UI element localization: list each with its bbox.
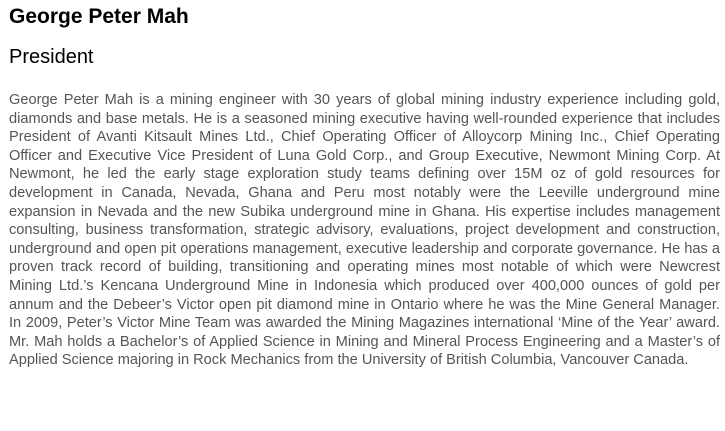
person-title: President xyxy=(9,46,94,68)
person-bio: George Peter Mah is a mining engineer with 30 years of global mining industry experience including gold, diamonds and base metals. He is a seasoned mining executive having well-rounded experience that includes President of Avanti Kitsault Mines Ltd., Chief Operating Officer of Alloycorp Mining Inc., Chief Operating Officer and Executive Vice President of Luna Gold Corp., and Group Executive, Newmont Mining Corp. At Newmont, he led the early stage exploration study teams defining over 15M oz of gold resources for development in Canada, Nevada, Ghana and Peru most notably were the Leeville underground mine expansion in Nevada and the new Subika underground mine in Ghana. His expertise includes management consulting, business transformation, strategic advisory, evaluations, project development and construction, underground and open pit operations management, executive leadership and corporate governance. He has a proven track record of building, transitioning and operating mines most notable of which were Newcrest Mining Ltd.’s Kencana Underground Mine in Indonesia which produced over 400,000 ounces of gold per annum and the Debeer’s Victor open pit diamond mine in Ontario where he was the Mine General Manager. In 2009, Peter’s Victor Mine Team was awarded the Mining Magazines international ‘Mine of the Year’ award. Mr. Mah holds a Bachelor’s of Applied Science in Mining and Mineral Process Engineering and a Master’s of Applied Science majoring in Rock Mechanics from the University of British Columbia, Vancouver Canada. xyxy=(9,92,720,369)
person-name: George Peter Mah xyxy=(9,5,189,28)
